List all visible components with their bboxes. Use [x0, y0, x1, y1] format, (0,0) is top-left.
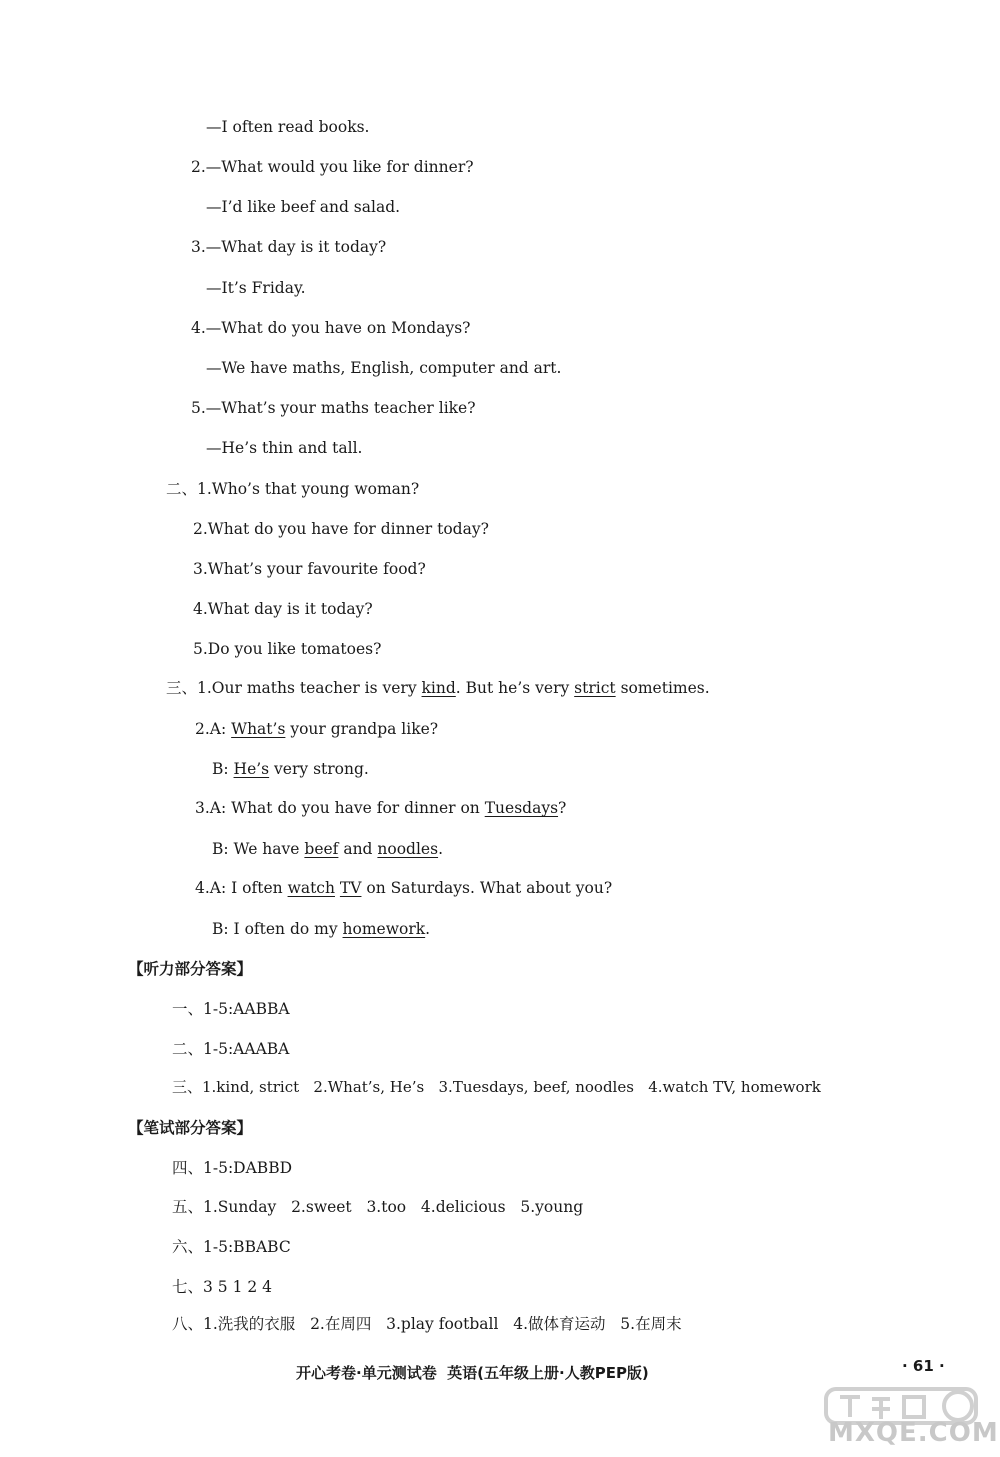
fill-blank-line	[166, 677, 710, 699]
text-segment: your grandpa like?	[285, 720, 439, 738]
fill-blank-line	[195, 877, 612, 899]
text-segment: 三、1.Our maths teacher is very	[166, 679, 422, 697]
answer-line: 3.What’s your favourite food?	[193, 560, 426, 578]
text-segment: B: I often do my	[212, 920, 343, 938]
text-segment: ?	[558, 799, 567, 817]
answer-line: 二、1-5:AAABA	[172, 1040, 290, 1058]
underlined-answer: watch	[287, 879, 335, 897]
underlined-answer: kind	[421, 679, 456, 697]
answer-line: 2.What do you have for dinner today?	[193, 520, 489, 538]
answer-line: 5.Do you like tomatoes?	[193, 640, 382, 658]
underlined-answer: Tuesdays	[484, 799, 559, 817]
listening-heading: 【听力部分答案】	[128, 960, 253, 978]
answer-line: 五、1.Sunday 2.sweet 3.too 4.delicious 5.young	[172, 1198, 584, 1216]
fill-blank-line	[195, 718, 438, 740]
text-segment: .	[438, 840, 443, 858]
answer-line: 四、1-5:DABBD	[172, 1159, 293, 1177]
answer-line: 七、3 5 1 2 4	[172, 1278, 273, 1296]
answer-line: —It’s Friday.	[206, 279, 306, 297]
underlined-answer: He’s	[233, 760, 270, 778]
answer-line: 3.—What day is it today?	[191, 238, 387, 256]
text-segment: .	[425, 920, 431, 938]
answer-line: 八、1.洗我的衣服 2.在周四 3.play football 4.做体育运动 5.在周末	[172, 1315, 682, 1333]
answer-line: 4.—What do you have on Mondays?	[191, 319, 471, 337]
text-segment: 4.A: I often	[195, 879, 288, 897]
underlined-answer: beef	[304, 840, 339, 858]
text-segment: 2.A:	[195, 720, 232, 738]
text-segment: very strong.	[269, 760, 369, 778]
answer-line: 二、1.Who’s that young woman?	[166, 480, 420, 498]
answer-line: —I’d like beef and salad.	[206, 198, 401, 216]
underlined-answer: homework	[342, 920, 426, 938]
text-segment: B: We have	[212, 840, 305, 858]
answer-line: 六、1-5:BBABC	[172, 1238, 291, 1256]
answer-line: 4.What day is it today?	[193, 600, 373, 618]
underlined-answer: noodles	[377, 840, 439, 858]
answer-line: 一、1-5:AABBA	[172, 1000, 290, 1018]
fill-blank-line	[212, 838, 443, 860]
fill-blank-line	[195, 797, 566, 819]
written-heading: 【笔试部分答案】	[128, 1119, 253, 1137]
underlined-answer: What’s	[231, 720, 286, 738]
text-segment: sometimes.	[615, 679, 710, 697]
answer-line: —I often read books.	[206, 118, 370, 136]
text-segment: . But he’s very	[455, 679, 575, 697]
fill-blank-line	[212, 758, 369, 780]
answer-line: 2.—What would you like for dinner?	[191, 158, 474, 176]
answer-line: 三、1.kind, strict 2.What’s, He’s 3.Tuesdays, beef, noodles 4.watch TV, homework	[172, 1078, 821, 1096]
text-segment: 3.A: What do you have for dinner on	[195, 799, 485, 817]
text-segment: on Saturdays. What about you?	[361, 879, 613, 897]
fill-blank-line	[212, 918, 430, 940]
text-segment: and	[338, 840, 378, 858]
answer-line: 5.—What’s your maths teacher like?	[191, 399, 476, 417]
footer-title: 开心考卷·单元测试卷 英语(五年级上册·人教PEP版)	[296, 1364, 649, 1382]
watermark-text: MXQE.COM	[828, 1418, 999, 1448]
underlined-answer: TV	[339, 879, 362, 897]
answer-line: —He’s thin and tall.	[206, 439, 363, 457]
answer-line: —We have maths, English, computer and art.	[206, 359, 562, 377]
text-segment: B:	[212, 760, 234, 778]
page-number: · 61 ·	[902, 1357, 945, 1375]
underlined-answer: strict	[574, 679, 616, 697]
